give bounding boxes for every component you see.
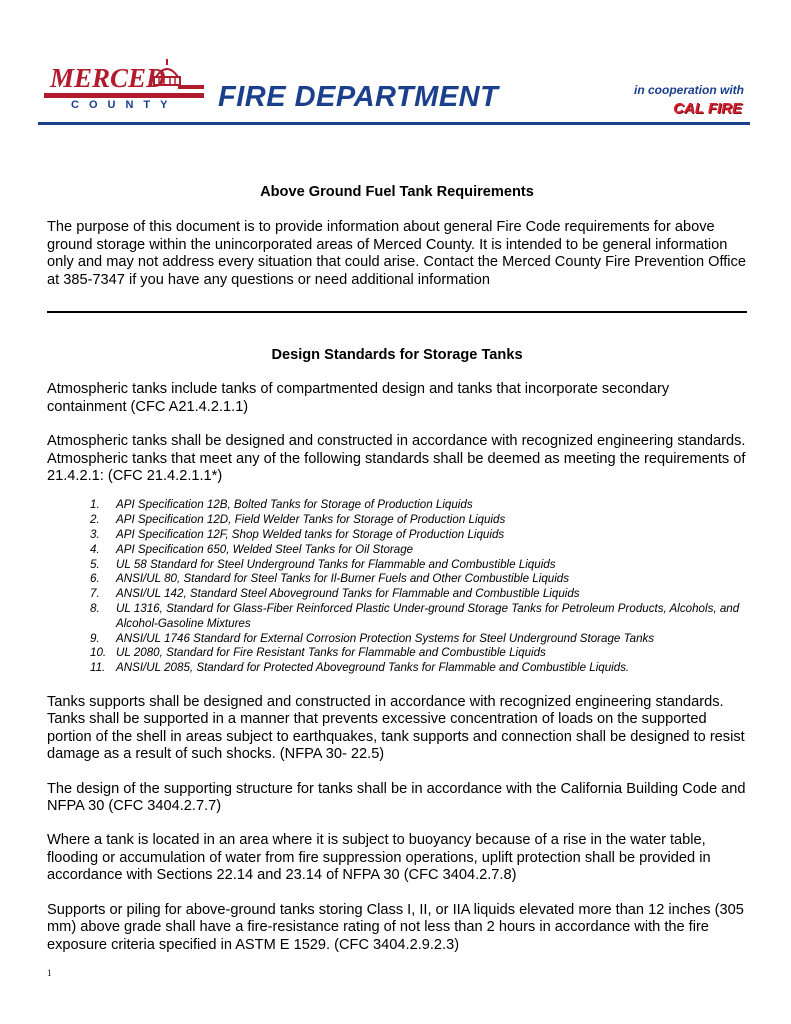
list-item: 1. API Specification 12B, Bolted Tanks for Storage of Production Liquids [90, 498, 473, 512]
section-divider [47, 311, 747, 313]
list-item: 11. ANSI/UL 2085, Standard for Protected Aboveground Tanks for Flammable and Combustible Liquids. [90, 661, 630, 675]
list-item: 2. API Specification 12D, Field Welder Tanks for Storage of Production Liquids [90, 513, 506, 527]
paragraph-5: Where a tank is located in an area where it is subject to buoyancy because of a rise in the water table, flooding or accumulation of water from fire suppression operations, uplift protection shall be provided in accordance with Sections 22.14 and 23.14 of NFPA 30 (CFC 3404.2.7.8) [47, 832, 711, 884]
paragraph-4: The design of the supporting structure for tanks shall be in accordance with the California Building Code and NFPA 30 (CFC 3404.2.7.7) [47, 780, 746, 815]
section-title: Design Standards for Storage Tanks [271, 347, 523, 364]
cooperation-text: in cooperation with [634, 83, 744, 97]
list-item: 8. UL 1316, Standard for Glass-Fiber Reinforced Plastic Under-ground Storage Tanks for Petroleum Products, Alcohols, and Alcohol-Gasoline Mixtures [90, 602, 740, 630]
document-title: Above Ground Fuel Tank Requirements [260, 184, 534, 200]
paragraph-2: Atmospheric tanks shall be designed and constructed in accordance with recognized engineering standards. Atmospheric tanks that meet any of the following standards shall be deemed as meeting the requirements of 21.4.2.1: (CFC 21.4.2.1.1*) [47, 433, 746, 485]
list-item: 5. UL 58 Standard for Steel Underground Tanks for Flammable and Combustible Liquids [90, 557, 556, 571]
list-item: 7. ANSI/UL 142, Standard Steel Aboveground Tanks for Flammable and Combustible Liquids [90, 587, 580, 601]
document-body [47, 184, 747, 954]
list-item: 9. ANSI/UL 1746 Standard for External Corrosion Protection Systems for Steel Underground Storage Tanks [90, 631, 655, 645]
logo-county-text: COUNTY [71, 99, 178, 111]
header-divider [38, 122, 750, 125]
department-title: FIRE DEPARTMENT [218, 81, 499, 113]
paragraph-3: Tanks supports shall be designed and constructed in accordance with recognized engineering standards. Tanks shall be supported in a manner that prevents excessive concentration of loads on the supported portion of the shell in areas subject to earthquakes, tank supports and connection shall be designed to resist damage as a result of such shocks. (NFPA 30- 22.5) [47, 694, 745, 763]
paragraph-6: Supports or piling for above-ground tanks storing Class I, II, or IIA liquids elevated more than 12 inches (305 mm) above grade shall have a fire-resistance rating of not less than 2 hours in accordance with the fire exposure criteria specified in ASTM E 1529. (CFC 3404.2.9.2.3) [47, 901, 744, 953]
list-item: 6. ANSI/UL 80, Standard for Steel Tanks for Il-Burner Fuels and Other Combustible Liquids [90, 572, 570, 586]
merced-county-logo [38, 55, 213, 117]
standards-list [47, 498, 747, 676]
logo-merced-text: MERCED [50, 63, 166, 93]
list-item: 4. API Specification 650, Welded Steel Tanks for Oil Storage [90, 542, 414, 556]
paragraph-1: Atmospheric tanks include tanks of compartmented design and tanks that incorporate secondary containment (CFC A21.4.2.1.1) [47, 381, 670, 415]
list-item: 3. API Specification 12F, Shop Welded tanks for Storage of Production Liquids [90, 528, 505, 542]
cal-fire-logo: CAL FIRE [673, 100, 742, 117]
list-item: 10. UL 2080, Standard for Fire Resistant Tanks for Flammable and Combustible Liquids [90, 646, 546, 660]
page-number: 1 [47, 968, 52, 978]
intro-paragraph: The purpose of this document is to provide information about general Fire Code requirements for above ground storage within the unincorporated areas of Merced County. It is intended to be general information only and may not address every situation that could arise. Contact the Merced County Fire Prevention Office at 385-7347 if you have any questions or need additional information [47, 219, 746, 288]
letterhead [38, 55, 750, 130]
